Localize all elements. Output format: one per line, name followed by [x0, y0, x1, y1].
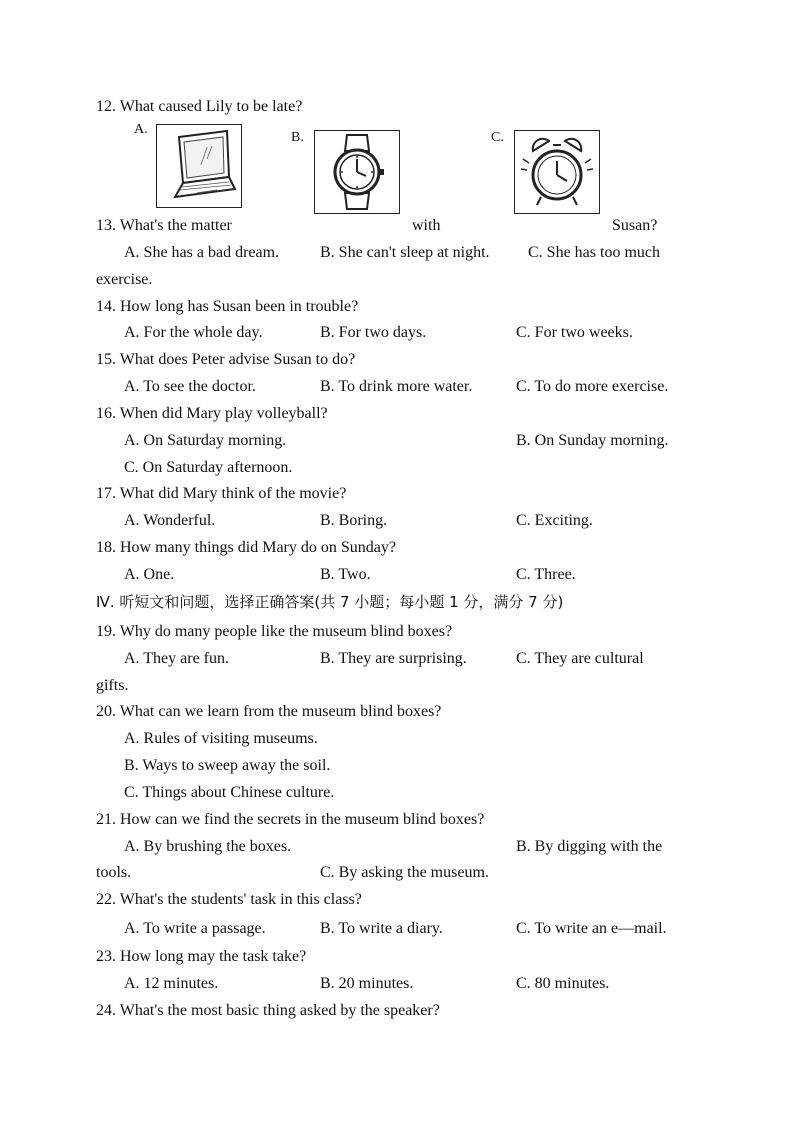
q15-option-a: A. To see the doctor.: [124, 378, 256, 395]
option-a-image: [156, 124, 242, 208]
question-20: 20. What can we learn from the museum blind boxes?: [96, 703, 442, 720]
q13-option-c-cont: exercise.: [96, 271, 153, 288]
q19-option-c: C. They are cultural: [516, 650, 644, 667]
q23-option-a: A. 12 minutes.: [124, 975, 219, 992]
q17-option-a: A. Wonderful.: [124, 512, 216, 529]
q13-option-b: B. She can't sleep at night.: [320, 244, 490, 261]
alarm-clock-icon: [515, 131, 599, 213]
question-21: 21. How can we find the secrets in the museum blind boxes?: [96, 811, 485, 828]
q18-option-a: A. One.: [124, 566, 175, 583]
q22-option-c: C. To write an e—mail.: [516, 920, 667, 937]
q15-option-c: C. To do more exercise.: [516, 378, 669, 395]
question-12: 12. What caused Lily to be late?: [96, 98, 303, 115]
question-17: 17. What did Mary think of the movie?: [96, 485, 347, 502]
question-23: 23. How long may the task take?: [96, 948, 307, 965]
question-13: 13. What's the matter: [96, 217, 232, 234]
q21-option-b-cont: tools.: [96, 864, 132, 881]
option-b-image: [314, 130, 400, 214]
question-14: 14. How long has Susan been in trouble?: [96, 298, 359, 315]
q15-option-b: B. To drink more water.: [320, 378, 473, 395]
q22-option-a: A. To write a passage.: [124, 920, 266, 937]
q23-option-b: B. 20 minutes.: [320, 975, 414, 992]
q19-option-b: B. They are surprising.: [320, 650, 467, 667]
q20-option-b: B. Ways to sweep away the soil.: [124, 757, 331, 774]
q14-option-b: B. For two days.: [320, 324, 427, 341]
q14-option-c: C. For two weeks.: [516, 324, 633, 341]
q17-option-b: B. Boring.: [320, 512, 388, 529]
q19-option-a: A. They are fun.: [124, 650, 229, 667]
laptop-icon: [157, 125, 241, 207]
option-c-label: C.: [491, 130, 504, 145]
wristwatch-icon: [315, 131, 399, 213]
option-a-label: A.: [134, 122, 148, 137]
q16-option-c: C. On Saturday afternoon.: [124, 459, 293, 476]
question-24: 24. What's the most basic thing asked by the speaker?: [96, 1002, 440, 1019]
q21-option-c: C. By asking the museum.: [320, 864, 489, 881]
question-15: 15. What does Peter advise Susan to do?: [96, 351, 356, 368]
q19-option-c-cont: gifts.: [96, 677, 129, 694]
q22-option-b: B. To write a diary.: [320, 920, 443, 937]
q17-option-c: C. Exciting.: [516, 512, 593, 529]
q21-option-a: A. By brushing the boxes.: [124, 838, 292, 855]
option-b-label: B.: [291, 130, 304, 145]
q16-option-a: A. On Saturday morning.: [124, 432, 287, 449]
q23-option-c: C. 80 minutes.: [516, 975, 610, 992]
q20-option-a: A. Rules of visiting museums.: [124, 730, 318, 747]
section-4-heading: Ⅳ. 听短文和问题，选择正确答案(共 7 小题；每小题 1 分，满分 7 分): [96, 593, 564, 611]
q18-option-b: B. Two.: [320, 566, 371, 583]
option-c-image: [514, 130, 600, 214]
q13-option-a: A. She has a bad dream.: [124, 244, 280, 261]
question-22: 22. What's the students' task in this class?: [96, 891, 362, 908]
question-13-word: with: [412, 217, 441, 234]
q14-option-a: A. For the whole day.: [124, 324, 263, 341]
q20-option-c: C. Things about Chinese culture.: [124, 784, 335, 801]
question-16: 16. When did Mary play volleyball?: [96, 405, 328, 422]
q18-option-c: C. Three.: [516, 566, 576, 583]
q13-option-c: C. She has too much: [528, 244, 660, 261]
question-18: 18. How many things did Mary do on Sunday?: [96, 539, 396, 556]
question-19: 19. Why do many people like the museum blind boxes?: [96, 623, 453, 640]
q21-option-b: B. By digging with the: [516, 838, 663, 855]
q16-option-b: B. On Sunday morning.: [516, 432, 669, 449]
question-13-word-end: Susan?: [612, 217, 658, 234]
